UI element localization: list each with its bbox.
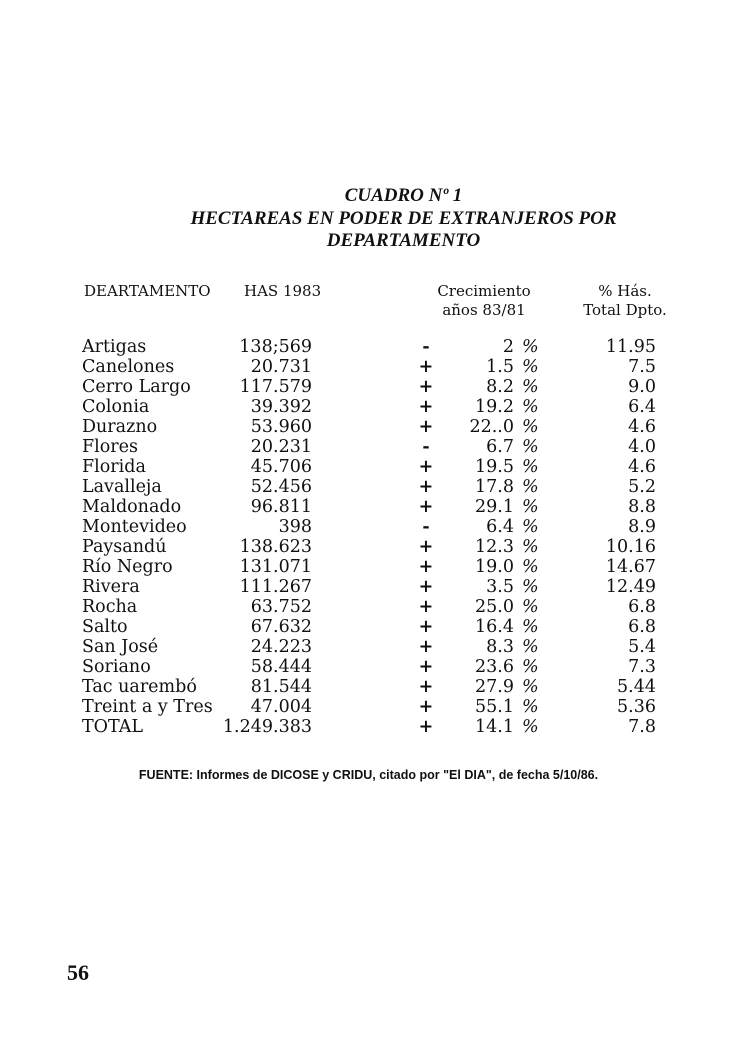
cell-has: 52.456	[250, 477, 312, 497]
cell-departamento: Canelones	[82, 357, 175, 377]
cell-percent-sign: %	[522, 517, 539, 537]
cell-percent-sign: %	[522, 617, 539, 637]
cell-percent-sign: %	[522, 337, 539, 357]
cell-sign: +	[418, 617, 434, 637]
cell-crecimiento: 2	[502, 337, 514, 357]
table-row	[0, 497, 737, 517]
header-pct-total	[573, 282, 677, 320]
cell-pct-total: 6.8	[628, 617, 656, 637]
table-row	[0, 657, 737, 677]
cell-pct-total: 9.0	[628, 377, 656, 397]
cell-departamento: Flores	[82, 437, 138, 457]
cell-crecimiento: 29.1	[475, 497, 514, 517]
table-row	[0, 417, 737, 437]
cell-percent-sign: %	[522, 577, 539, 597]
cell-pct-total: 6.4	[628, 397, 656, 417]
table-row	[0, 437, 737, 457]
cell-pct-total: 4.6	[628, 417, 656, 437]
cell-sign: +	[418, 717, 434, 737]
cell-sign: +	[418, 657, 434, 677]
cell-sign: +	[418, 417, 434, 437]
cell-departamento: Rocha	[82, 597, 138, 617]
cell-sign: -	[422, 437, 430, 457]
cell-has: 47.004	[250, 697, 312, 717]
cell-crecimiento: 23.6	[475, 657, 514, 677]
cell-crecimiento: 19.0	[475, 557, 514, 577]
table-row	[0, 577, 737, 597]
cell-sign: +	[418, 697, 434, 717]
cell-has: 1.249.383	[222, 717, 312, 737]
cell-percent-sign: %	[522, 437, 539, 457]
cell-has: 24.223	[250, 637, 312, 657]
cell-percent-sign: %	[522, 397, 539, 417]
cell-percent-sign: %	[522, 417, 539, 437]
cell-sign: +	[418, 397, 434, 417]
table-row	[0, 677, 737, 697]
table-title: HECTAREAS EN PODER DE EXTRANJEROS POR	[190, 208, 617, 229]
cell-sign: -	[422, 517, 430, 537]
cell-departamento: Montevideo	[82, 517, 187, 537]
table-row	[0, 477, 737, 497]
cell-crecimiento: 55.1	[475, 697, 514, 717]
cell-pct-total: 7.5	[628, 357, 656, 377]
table-row	[0, 397, 737, 417]
table-row	[0, 597, 737, 617]
cell-crecimiento: 3.5	[486, 577, 514, 597]
cell-departamento: Cerro Largo	[82, 377, 191, 397]
cell-percent-sign: %	[522, 477, 539, 497]
cell-departamento: Lavalleja	[82, 477, 162, 497]
cell-has: 67.632	[250, 617, 312, 637]
header-crecimiento	[424, 282, 544, 320]
table-row	[0, 717, 737, 737]
cell-pct-total: 12.49	[605, 577, 656, 597]
header-pct-line1: % Hás.	[598, 282, 652, 300]
cell-departamento: Soriano	[82, 657, 151, 677]
cell-pct-total: 4.0	[628, 437, 656, 457]
cell-has: 111.267	[239, 577, 312, 597]
cell-percent-sign: %	[522, 597, 539, 617]
cell-pct-total: 5.4	[628, 637, 656, 657]
cell-sign: +	[418, 597, 434, 617]
cell-departamento: San José	[82, 637, 159, 657]
cell-departamento: Salto	[82, 617, 128, 637]
cell-departamento: Artigas	[82, 337, 147, 357]
cell-percent-sign: %	[522, 557, 539, 577]
cell-percent-sign: %	[522, 377, 539, 397]
cell-percent-sign: %	[522, 357, 539, 377]
source-note: FUENTE: Informes de DICOSE y CRIDU, citado por "El DIA", de fecha 5/10/86.	[138, 768, 599, 782]
cell-departamento: Maldonado	[82, 497, 182, 517]
table-row	[0, 537, 737, 557]
cell-sign: +	[418, 557, 434, 577]
cell-crecimiento: 1.5	[486, 357, 514, 377]
cell-crecimiento: 8.3	[486, 637, 514, 657]
cell-crecimiento: 22..0	[469, 417, 514, 437]
cell-departamento: Florida	[82, 457, 146, 477]
cell-departamento: Durazno	[82, 417, 158, 437]
header-pct-line2: Total Dpto.	[583, 301, 667, 319]
table-row	[0, 697, 737, 717]
cell-sign: +	[418, 457, 434, 477]
cell-pct-total: 8.9	[628, 517, 656, 537]
cell-sign: +	[418, 577, 434, 597]
cell-departamento: Treint a y Tres	[82, 697, 213, 717]
cell-pct-total: 5.36	[617, 697, 656, 717]
cell-crecimiento: 17.8	[475, 477, 514, 497]
cell-pct-total: 5.44	[617, 677, 656, 697]
header-has-1983: HAS 1983	[244, 282, 322, 300]
cell-pct-total: 5.2	[628, 477, 656, 497]
cell-has: 81.544	[250, 677, 312, 697]
cell-crecimiento: 16.4	[475, 617, 514, 637]
cell-pct-total: 6.8	[628, 597, 656, 617]
table-row	[0, 337, 737, 357]
cell-departamento: TOTAL	[82, 717, 143, 737]
cell-crecimiento: 19.2	[475, 397, 514, 417]
header-crecimiento-line2: años 83/81	[442, 301, 526, 319]
table-row	[0, 517, 737, 537]
cell-departamento: Tac uarembó	[82, 677, 197, 697]
cell-departamento: Río Negro	[82, 557, 173, 577]
table-caption-number: CUADRO Nº 1	[344, 185, 463, 206]
cell-percent-sign: %	[522, 697, 539, 717]
cell-has: 39.392	[250, 397, 312, 417]
cell-sign: +	[418, 477, 434, 497]
cell-percent-sign: %	[522, 457, 539, 477]
cell-has: 96.811	[250, 497, 312, 517]
cell-has: 117.579	[239, 377, 312, 397]
cell-pct-total: 7.8	[628, 717, 656, 737]
cell-pct-total: 4.6	[628, 457, 656, 477]
cell-has: 58.444	[250, 657, 312, 677]
cell-percent-sign: %	[522, 497, 539, 517]
cell-has: 398	[278, 517, 312, 537]
cell-crecimiento: 14.1	[475, 717, 514, 737]
cell-has: 20.231	[250, 437, 312, 457]
cell-sign: +	[418, 637, 434, 657]
table-row	[0, 617, 737, 637]
cell-crecimiento: 8.2	[486, 377, 514, 397]
table-row	[0, 557, 737, 577]
header-crecimiento-line1: Crecimiento	[437, 282, 531, 300]
page-number: 56	[67, 960, 89, 985]
cell-percent-sign: %	[522, 717, 539, 737]
cell-sign: +	[418, 357, 434, 377]
cell-has: 20.731	[250, 357, 312, 377]
table-title-continued: DEPARTAMENTO	[326, 230, 481, 251]
cell-crecimiento: 19.5	[475, 457, 514, 477]
cell-crecimiento: 27.9	[475, 677, 514, 697]
cell-pct-total: 7.3	[628, 657, 656, 677]
cell-crecimiento: 12.3	[475, 537, 514, 557]
cell-sign: +	[418, 677, 434, 697]
cell-sign: +	[418, 377, 434, 397]
cell-crecimiento: 6.7	[486, 437, 514, 457]
cell-sign: +	[418, 537, 434, 557]
cell-sign: -	[422, 337, 430, 357]
cell-has: 138.623	[239, 537, 312, 557]
cell-has: 53.960	[250, 417, 312, 437]
cell-has: 131.071	[239, 557, 312, 577]
cell-pct-total: 10.16	[605, 537, 656, 557]
table-row	[0, 357, 737, 377]
cell-departamento: Colonia	[82, 397, 150, 417]
cell-departamento: Rivera	[82, 577, 140, 597]
cell-percent-sign: %	[522, 637, 539, 657]
cell-crecimiento: 6.4	[486, 517, 514, 537]
header-departamento: DEARTAMENTO	[84, 282, 211, 300]
table-row	[0, 377, 737, 397]
cell-sign: +	[418, 497, 434, 517]
cell-pct-total: 14.67	[605, 557, 656, 577]
cell-has: 45.706	[250, 457, 312, 477]
cell-pct-total: 8.8	[628, 497, 656, 517]
cell-departamento: Paysandú	[82, 537, 167, 557]
cell-percent-sign: %	[522, 677, 539, 697]
cell-has: 138;569	[239, 337, 312, 357]
cell-crecimiento: 25.0	[475, 597, 514, 617]
cell-has: 63.752	[250, 597, 312, 617]
cell-percent-sign: %	[522, 537, 539, 557]
table-row	[0, 457, 737, 477]
table-row	[0, 637, 737, 657]
cell-pct-total: 11.95	[605, 337, 656, 357]
cell-percent-sign: %	[522, 657, 539, 677]
